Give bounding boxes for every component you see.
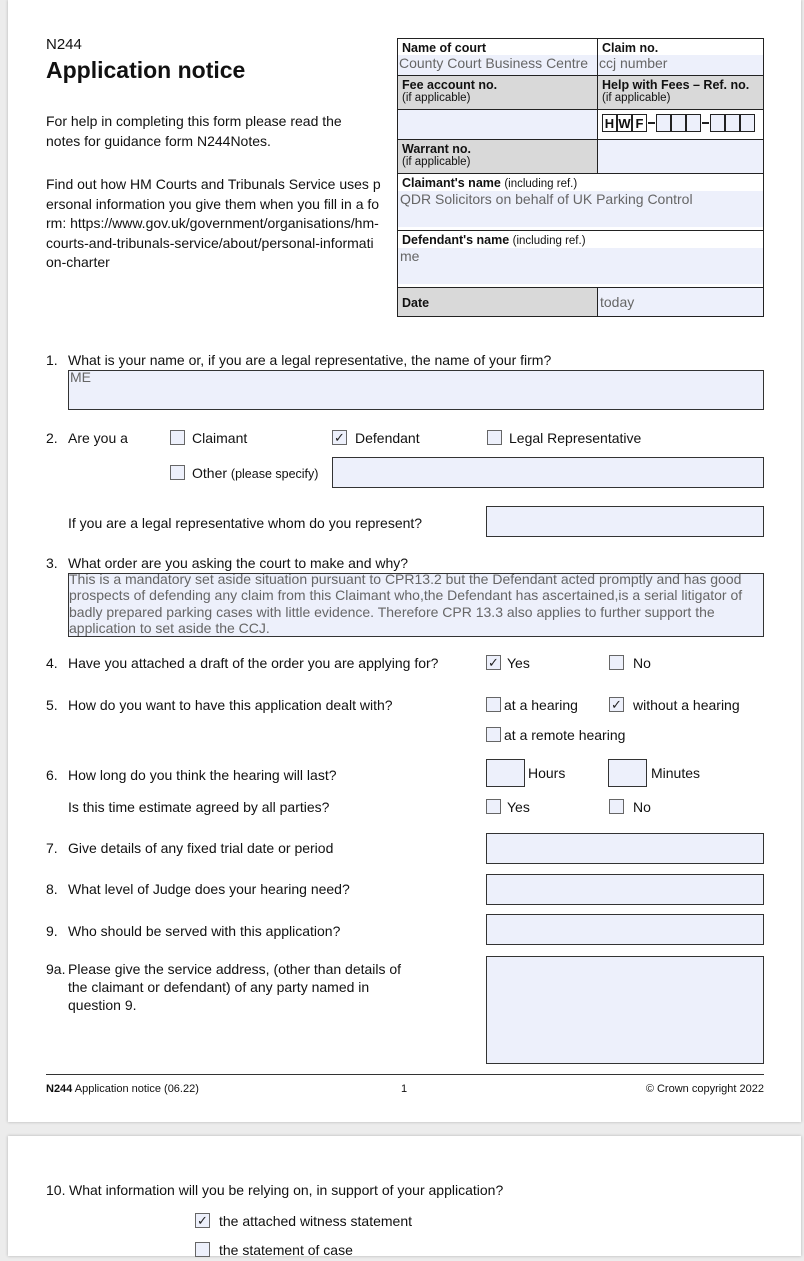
q1-name-field[interactable]: ME: [68, 370, 764, 410]
court-details-table: [397, 38, 764, 317]
claimant-checkbox[interactable]: [170, 430, 185, 445]
claim-no-field[interactable]: ccj number: [598, 55, 764, 75]
statement-of-case-checkbox[interactable]: [195, 1242, 210, 1257]
privacy-text: Find out how HM Courts and Tribunals Service uses personal information you give them when you fill in a form: https://www.gov.uk/government/organisations/hm-courts-and-tribunals-service/about/personal-information-charter: [46, 176, 381, 270]
at-hearing-label: at a hearing: [504, 697, 578, 713]
footer-copyright: © Crown copyright 2022: [645, 1083, 764, 1095]
remote-hearing-label: at a remote hearing: [504, 727, 626, 743]
q1-text: What is your name or, if you are a legal representative, the name of your firm?: [68, 352, 552, 368]
q7-number: 7.: [46, 840, 58, 856]
q4-yes-checkbox[interactable]: ✓: [486, 655, 501, 670]
minutes-field[interactable]: [608, 759, 647, 787]
hours-field[interactable]: [486, 759, 525, 787]
claimant-label: Claimant: [192, 430, 248, 446]
claim-no-label: Claim no.: [598, 39, 764, 56]
hwf-ref-field[interactable]: [598, 109, 764, 139]
legal-rep-checkbox[interactable]: [487, 430, 502, 445]
defendant-value: me: [400, 247, 420, 264]
at-hearing-checkbox[interactable]: [486, 697, 501, 712]
defendant-checkbox[interactable]: ✓: [332, 430, 347, 445]
without-hearing-label: without a hearing: [633, 697, 740, 713]
name-of-court-label: Name of court: [398, 39, 598, 56]
claimant-value: QDR Solicitors on behalf of UK Parking Control: [400, 190, 693, 207]
form-page-1: [8, 0, 801, 1122]
q8-text: What level of Judge does your hearing need?: [68, 881, 350, 897]
date-label: Date: [398, 287, 598, 316]
minutes-label: Minutes: [651, 765, 701, 781]
represent-field[interactable]: [486, 506, 764, 537]
footer-rule: [46, 1074, 764, 1075]
other-label: Other (please specify): [192, 465, 319, 481]
other-checkbox[interactable]: [170, 465, 185, 480]
warrant-label-cell: Warrant no. (if applicable): [398, 139, 598, 173]
hwf-label-cell: Help with Fees – Ref. no. (if applicable): [598, 75, 764, 109]
q1-number: 1.: [46, 352, 58, 368]
q6-text: How long do you think the hearing will last?: [68, 767, 337, 783]
agreed-yes-label: Yes: [507, 799, 530, 815]
fee-account-label-cell: Fee account no. (if applicable): [398, 75, 598, 109]
q3-order-field[interactable]: This is a mandatory set aside situation pursuant to CPR13.2 but the Defendant acted promptly and has good prospects of defending any claim from this Claimant who,the Defendant has ascertained,is a serial litigator of badly prepared parking cases with little evidence. Therefore CPR 13.3 also applies to further support the application to set aside the CCJ.: [68, 573, 764, 637]
hwf-digit-box[interactable]: [656, 114, 671, 132]
q4-yes-label: Yes: [507, 655, 530, 671]
q9a-number: 9a.: [46, 961, 66, 977]
hwf-digit-box[interactable]: [740, 114, 755, 132]
claimant-cell[interactable]: Claimant's name (including ref.) QDR Solicitors on behalf of UK Parking Control: [398, 173, 764, 230]
date-field[interactable]: today: [598, 287, 764, 316]
hwf-letter-w: W: [618, 115, 631, 131]
represent-text: If you are a legal representative whom do you represent?: [68, 515, 423, 531]
hwf-letter-h: H: [602, 114, 617, 132]
defendant-cell[interactable]: Defendant's name (including ref.) me: [398, 230, 764, 287]
witness-statement-checkbox[interactable]: ✓: [195, 1213, 210, 1228]
witness-statement-label: the attached witness statement: [219, 1213, 412, 1229]
footer-form-name: N244 Application notice (06.22): [46, 1083, 199, 1095]
footer-page-number: 1: [401, 1083, 408, 1095]
q6-number: 6.: [46, 767, 58, 783]
service-address-field[interactable]: [486, 956, 764, 1064]
q10-number: 10.: [46, 1182, 66, 1198]
q4-no-checkbox[interactable]: [609, 655, 624, 670]
agreed-yes-checkbox[interactable]: [486, 799, 501, 814]
q4-text: Have you attached a draft of the order you are applying for?: [68, 655, 439, 671]
trial-date-field[interactable]: [486, 833, 764, 864]
agreed-no-label: No: [633, 799, 651, 815]
form-page-2: [8, 1136, 801, 1256]
q2-text: Are you a: [68, 430, 128, 446]
form-code: N244: [46, 36, 82, 53]
hwf-digit-box[interactable]: [710, 114, 725, 132]
q4-no-label: No: [633, 655, 651, 671]
form-title: Application notice: [46, 57, 246, 83]
without-hearing-checkbox[interactable]: ✓: [609, 697, 624, 712]
q4-number: 4.: [46, 655, 58, 671]
q8-number: 8.: [46, 881, 58, 897]
defendant-label: Defendant: [355, 430, 420, 446]
hwf-digit-box[interactable]: [671, 114, 686, 132]
q5-number: 5.: [46, 697, 58, 713]
q3-number: 3.: [46, 555, 58, 571]
statement-of-case-label: the statement of case: [219, 1242, 353, 1258]
q9a-text: Please give the service address, (other than details of the claimant or defendant) of any party named in question 9.: [68, 961, 402, 1013]
other-specify-field[interactable]: [332, 457, 764, 488]
judge-level-field[interactable]: [486, 874, 764, 905]
served-field[interactable]: [486, 914, 764, 945]
q2-number: 2.: [46, 430, 58, 446]
fee-account-field[interactable]: [398, 109, 598, 139]
q7-text: Give details of any fixed trial date or period: [68, 840, 334, 856]
hwf-letter-f: F: [632, 114, 647, 132]
hwf-digit-box[interactable]: [725, 114, 740, 132]
q9-text: Who should be served with this application?: [68, 923, 341, 939]
hours-label: Hours: [528, 765, 566, 781]
warrant-field[interactable]: [598, 139, 764, 173]
help-text: For help in completing this form please read the notes for guidance form N244Notes.: [46, 113, 342, 149]
remote-hearing-checkbox[interactable]: [486, 727, 501, 742]
legal-rep-label: Legal Representative: [509, 430, 642, 446]
q5-text: How do you want to have this application dealt with?: [68, 697, 393, 713]
q9-number: 9.: [46, 923, 58, 939]
hwf-digit-box[interactable]: [686, 114, 701, 132]
name-of-court-field[interactable]: County Court Business Centre: [398, 55, 598, 75]
q3-text: What order are you asking the court to make and why?: [68, 555, 409, 571]
agreed-text: Is this time estimate agreed by all parties?: [68, 799, 330, 815]
q10-text: What information will you be relying on, in support of your application?: [69, 1182, 504, 1198]
agreed-no-checkbox[interactable]: [609, 799, 624, 814]
